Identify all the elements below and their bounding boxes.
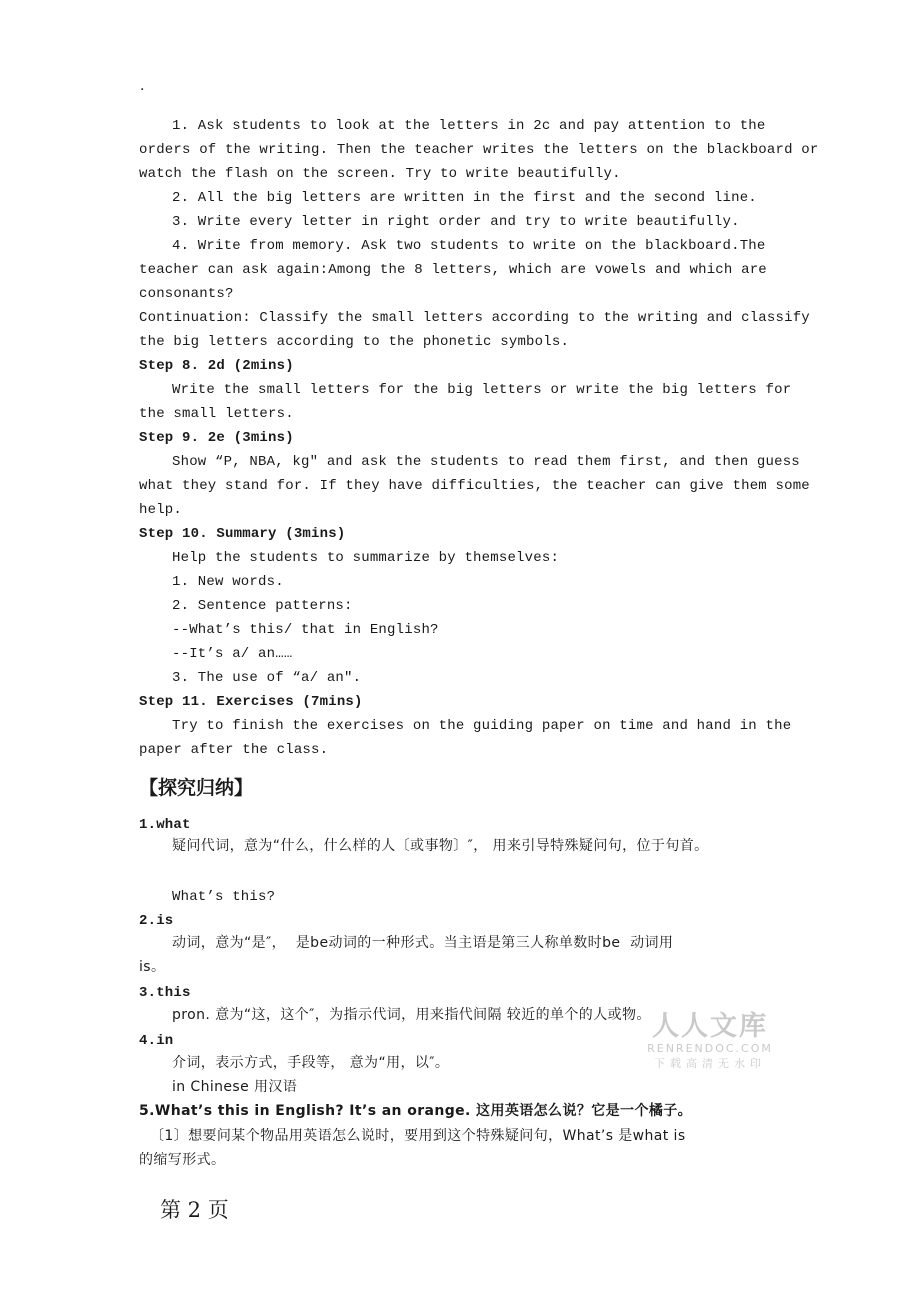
step-heading: Step 10. Summary (3mins) [139,526,346,542]
note-heading: 5.What’s this in English? It’s an orange. 这用英语怎么说？它是一个橘子。 [139,1103,693,1119]
text-line: 2. Sentence patterns: [172,598,353,614]
text-line: consonants? [139,286,234,302]
text-line: orders of the writing. Then the teacher writes the letters on the blackboard or [139,142,819,158]
text-line: Continuation: Classify the small letters according to the writing and classify [139,310,810,326]
watermark-title: 人人文库 [652,1011,768,1042]
section-title: 【探究归纳】 [139,777,254,799]
text-line: 1. Ask students to look at the letters in 2c and pay attention to the [172,118,766,134]
text-line: watch the flash on the screen. Try to write beautifully. [139,166,621,182]
text-line: Write the small letters for the big letters or write the big letters for [172,382,792,398]
note-heading: 4.in [139,1033,174,1049]
step-heading: Step 8. 2d (2mins) [139,358,294,374]
text-line: Try to finish the exercises on the guiding paper on time and hand in the [172,718,792,734]
text-line: --It’s a/ an…… [172,646,293,662]
text-line: what they stand for. If they have difficulties, the teacher can give them some [139,478,810,494]
note-text: is。 [139,959,166,975]
watermark [640,1012,780,1072]
note-example: in Chinese 用汉语 [172,1079,298,1095]
text-line: Show “P, NBA, kg″ and ask the students to read them first, and then guess [172,454,800,470]
watermark-domain: RENRENDOC.COM [647,1042,773,1055]
note-example: What’s this? [172,889,276,905]
note-heading: 2.is [139,913,174,929]
page-number: 第 2 页 [160,1198,229,1222]
text-line: Help the students to summarize by themselves: [172,550,560,566]
note-heading: 1.what [139,817,191,833]
text-line: the small letters. [139,406,294,422]
text-line: paper after the class. [139,742,329,758]
text-line: 3. Write every letter in right order and try to write beautifully. [172,214,740,230]
step-heading: Step 9. 2e (3mins) [139,430,294,446]
note-text: 〔1〕想要问某个物品用英语怎么说时，要用到这个特殊疑问句，What’s 是what is [150,1128,686,1144]
note-text: 的缩写形式。 [139,1152,226,1168]
note-heading: 3.this [139,985,191,1001]
text-line: --What’s this/ that in English? [172,622,439,638]
text-line: the big letters according to the phonetic symbols. [139,334,570,350]
text-line: help. [139,502,183,518]
text-line: 2. All the big letters are written in the first and the second line. [172,190,757,206]
text-line: teacher can ask again:Among the 8 letters, which are vowels and which are [139,262,767,278]
text-line: 1. New words. [172,574,284,590]
text-line: 4. Write from memory. Ask two students to write on the blackboard.The [172,238,766,254]
step-heading: Step 11. Exercises (7mins) [139,694,363,710]
watermark-tagline: 下载高清无水印 [654,1057,766,1070]
note-text: pron. 意为“这，这个″，为指示代词，用来指代间隔 较近的单个的人或物。 [172,1007,651,1023]
text-line: 3. The use of “a/ an″. [172,670,362,686]
note-text: 疑问代词，意为“什么，什么样的人〔或事物〕″， 用来引导特殊疑问句，位于句首。 [172,838,709,854]
note-text: 介词，表示方式，手段等， 意为“用，以″。 [172,1055,450,1071]
header-mark: . [140,78,145,94]
note-text: 动词，意为“是″， 是be动词的一种形式。当主语是第三人称单数时be 动词用 [172,935,674,951]
